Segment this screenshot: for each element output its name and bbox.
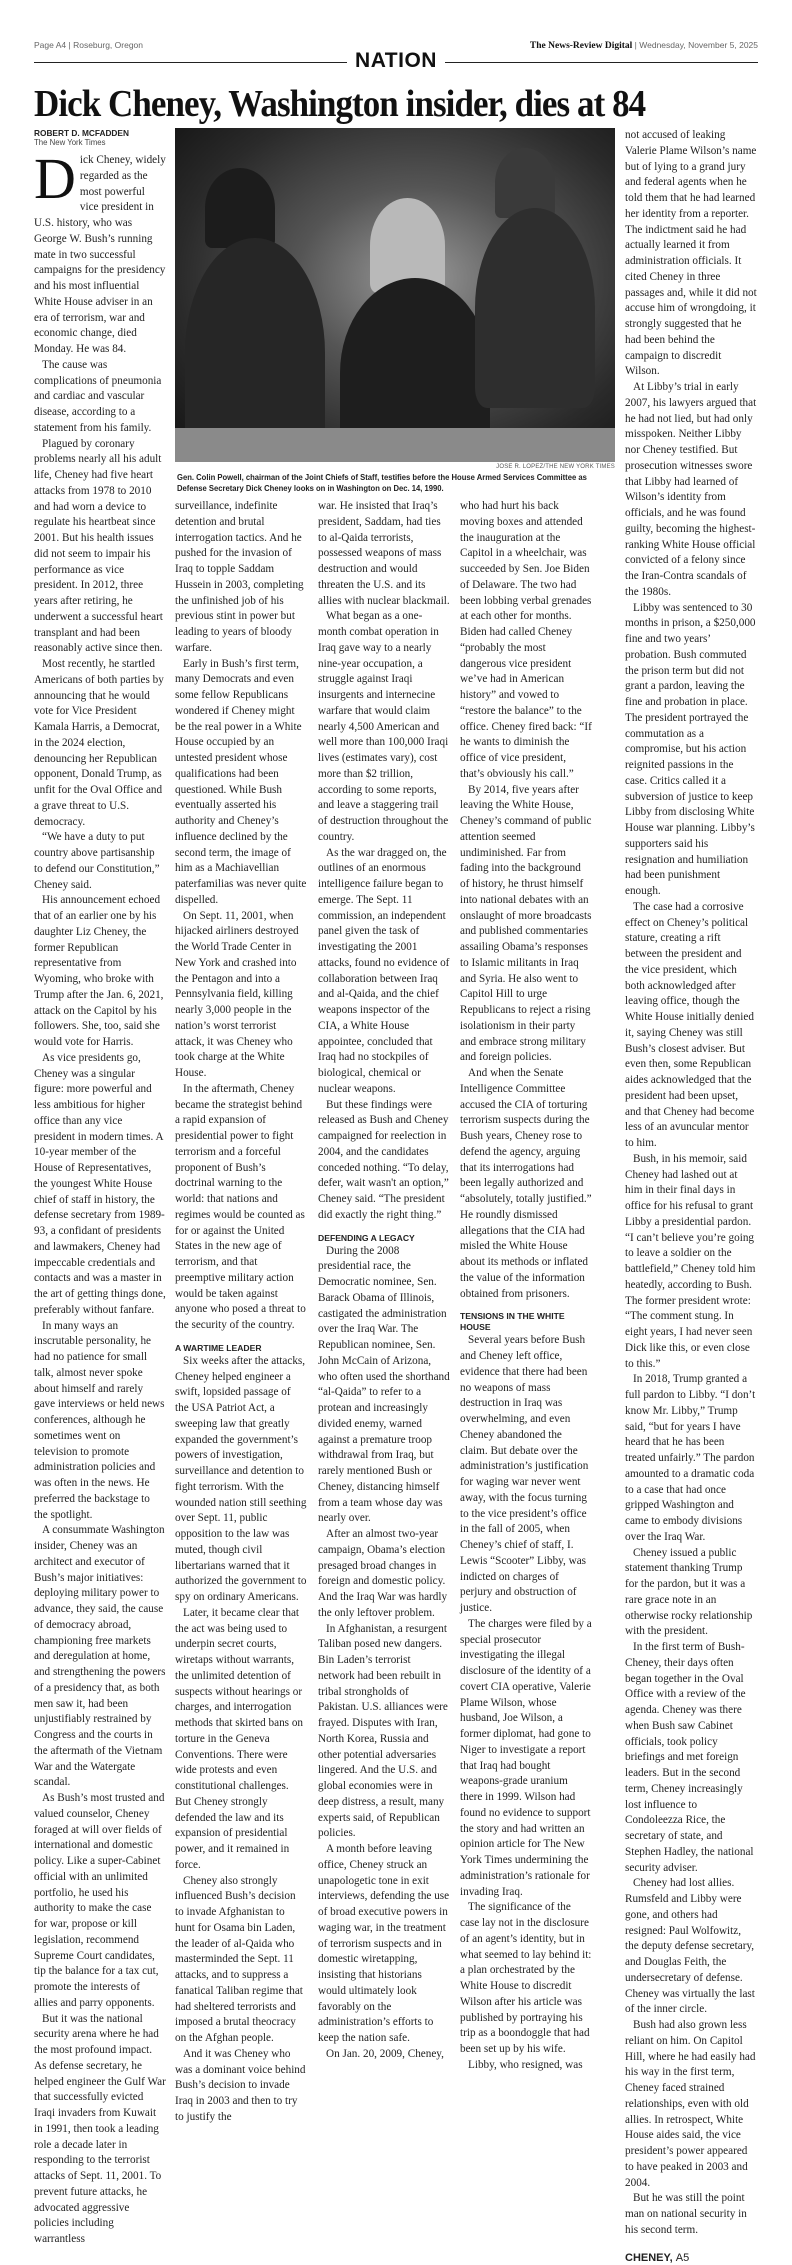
article-paragraph: Several years before Bush and Cheney left office, evidence that there had been no weapons of mass destruction in Iraq was overwhelming, and even Cheney abandoned the claim. But debate over the administration’s justification for waging war never went away, with the focus turning to the vice president’s office in the fall of 2005, when Cheney’s chief of staff, I. Lewis “Scooter” Libby, was indicted on charges of perjury and obstruction of justice. xyxy=(460,1334,589,1614)
article-paragraph: And it was Cheney who was a dominant voice behind Bush’s decision to invade Iraq in 2003 and then to try to justify the xyxy=(175,2047,306,2123)
article-column-1 xyxy=(34,128,166,2248)
article-paragraph: In the aftermath, Cheney became the strategist behind a rapid expansion of presidential power to fight terrorism and a forceful proponent of Bush’s doctrinal warning to the world: that nations and regimes would be counted as for or against the United States in the new age of terrorism, and that preemptive military action would be taken against anyone who posed a threat to the security of the country. xyxy=(175,1082,306,1331)
section-subhead: DEFENDING A LEGACY xyxy=(318,1232,415,1243)
article-paragraph: Later, it became clear that the act was being used to underpin secret courts, wiretaps without warrants, the unlimited detention of suspects without hearings or charges, and interrogation methods that skirted bans on torture in the Geneva Conventions. There were wide protests and even constitutional challenges. But Cheney strongly defended the law and its expansion of presidential power, and it remained in force. xyxy=(175,1606,304,1871)
article-paragraph: What began as a one-month combat operation in Iraq gave way to a nearly nine-year occupation, a struggle against Iraqi insurgents and internecine warfare that would claim nearly 4,500 American and well more than 100,000 Iraqi lives (estimates vary), cost more than $2 trillion, according to some reports, and leave a staggering trail of destruction throughout the country. xyxy=(318,610,449,843)
article-paragraph: The cause was complications of pneumonia and cardiac and vascular disease, according to a statement from his family. xyxy=(34,358,162,434)
article-paragraph: war. He insisted that Iraq’s president, Saddam, had ties to al-Qaida terrorists, possessed weapons of mass destruction and would threaten the U.S. and its allies with nuclear blackmail. xyxy=(318,500,450,607)
article-paragraph: Plagued by coronary problems nearly all his adult life, Cheney had five heart attacks from 1978 to 2010 and had worn a device to regulate his heartbeat since 2001. But his health issues did not seem to impair his performance as vice president. In 2012, three years after retiring, he underwent a successful heart transplant and had been reasonably active since then. xyxy=(34,437,163,655)
article-paragraph: During the 2008 presidential race, the Democratic nominee, Sen. Barack Obama of Illinois, castigated the administration over the Iraq War. The Republican nominee, Sen. John McCain of Arizona, who often used the shorthand “al-Qaida” to refer to a protean and increasingly divided enemy, warned against a premature troop withdrawal from Iraq, but rarely mentioned Bush or Cheney, distancing himself from a team whose day was nearly over. xyxy=(318,1244,450,1525)
article-paragraph: “We have a duty to put country above partisanship to defend our Constitution,” Cheney said. xyxy=(34,831,160,891)
page-info: Page A4 | Roseburg, Oregon xyxy=(34,40,144,50)
article-column-2 xyxy=(175,499,307,2126)
article-paragraph: The significance of the case lay not in the disclosure of an agent’s identity, but in what seemed to lay behind it: a plan orchestrated by the White House to discredit Wilson after his article was published by portraying his trip as a boondoggle that had been set up by his wife. xyxy=(460,1901,592,2055)
article-paragraph: As vice presidents go, Cheney was a singular figure: more powerful and less ambitious for higher office than any vice president in modern times. A 10-year member of the House of Representatives, the youngest White House chief of staff in history, the defense secretary from 1989-93, a confidant of presidents and lawmakers, Cheney had impeccable credentials and contacts and was a master in the art of getting things done, preferably without fanfare. xyxy=(34,1051,166,1316)
article-paragraph: Early in Bush’s first term, many Democrats and even some fellow Republicans wondered if Cheney might be the real power in a White House occupied by an untested president whose qualifications had been questioned. While Bush eventually asserted his authority and Cheney’s influence declined by the second term, the image of him as a Machiavellian paterfamilias was never quite dispelled. xyxy=(175,657,307,906)
article-paragraph: In Afghanistan, a resurgent Taliban posed new dangers. Bin Laden’s terrorist network had been rebuilt in tribal strongholds of Pakistan. U.S. alliances were frayed. Disputes with Iran, North Korea, Russia and other potential adversaries lingered. And the U.S. and global economies were in deep distress, a result, many experts said, of Republican policies. xyxy=(318,1622,448,1840)
article-paragraph: On Jan. 20, 2009, Cheney, xyxy=(326,2047,444,2060)
jump-label: CHENEY, xyxy=(625,2251,673,2264)
section-label: NATION xyxy=(347,49,445,72)
article-paragraph: As the war dragged on, the outlines of an enormous intelligence failure began to emerge. The Sept. 11 commission, an independent panel given the task of investigating the 2001 attacks, found no evidence of collaboration between Iraq and al-Qaida, and the chief weapons inspector of the CIA, a White House appointee, concluded that Iraq had no stockpiles of biological, chemical or nuclear weapons. xyxy=(318,846,450,1095)
article-paragraph: On Sept. 11, 2001, when hijacked airliners destroyed the World Trade Center in New York and crashed into the Pentagon and into a Pennsylvania field, killing nearly 3,000 people in the nation’s worst terrorist attack, it was Cheney who took charge at the White House. xyxy=(175,909,299,1079)
article-paragraph: Bush, in his memoir, said Cheney had lashed out at him in their final days in office for his refusal to grant Libby a presidential pardon. “I can’t believe you’re going to leave a soldier on the battlefield,” Cheney told him heatedly, according to Bush. The former president wrote: “The comment stung. In eight years, I had never seen Dick like this, or even close to this.” xyxy=(625,1152,756,1370)
article-paragraph xyxy=(34,146,166,358)
section-subhead: TENSIONS IN THE WHITE HOUSE xyxy=(460,1311,565,1333)
section-label-wrap xyxy=(0,49,792,73)
article-paragraph: Cheney had lost allies. Rumsfeld and Libby were gone, and others had resigned: Paul Wolfowitz, the deputy defense secretary, and Douglas Feith, the undersecretary of defense. Cheney was virtually the last of the inner circle. xyxy=(625,1877,755,2016)
article-paragraph: not accused of leaking Valerie Plame Wilson’s name but of lying to a grand jury and federal agents when he told them that he had learned her identity from a reporter. The indictment said he had actually learned it from administration officials. It cited Cheney in three passages and, while it did not accuse him of wrongdoing, it strongly suggested that he had been behind the campaign to discredit Wilson. xyxy=(625,129,757,378)
article-paragraph: As Bush’s most trusted and valued counselor, Cheney foraged at will over fields of international and domestic policy. Like a super-Cabinet official with an unlimited portfolio, he used his authority to make the case for war, propose or kill legislation, recommend Supreme Court candidates, tip the balance for a tax cut, promote the interests of allies and parry opponents. xyxy=(34,1792,165,2009)
photo-credit: JOSE R. LOPEZ/THE NEW YORK TIMES xyxy=(496,464,615,470)
lead-text: ick Cheney, widely regarded as the most powerful vice president in U.S. history, who was George W. Bush’s running mate in two successful campaigns for the presidency and his most influential White House adviser in an era of terrorism, war and economic change, died Monday. He was 84. xyxy=(34,154,166,355)
article-paragraph: A month before leaving office, Cheney struck an unapologetic tone in exit interviews, defending the use of broad executive powers in waging war, in the treatment of terrorism suspects and in domestic wiretapping, insisting that historians would ultimately look favorably on the administration’s efforts to keep the nation safe. xyxy=(318,1843,450,2044)
article-paragraph: Libby, who resigned, was xyxy=(468,2058,583,2071)
article-paragraph: In 2018, Trump granted a full pardon to Libby. “I don’t know Mr. Libby,” Trump said, “but for years I have heard that he has been treated unfairly.” The pardon amounted to a dramatic coda to a case that had once gripped Washington and came to embody divisions over the Iraq War. xyxy=(625,1373,756,1543)
article-paragraph: But it was the national security arena where he had the most profound impact. As defense secretary, he helped engineer the Gulf War that successfully evicted Iraqi invaders from Kuwait in 1991, then took a leading role a decade later in responding to the terrorist attacks of Sept. 11, 2001. To prevent future attacks, he advocated aggressive policies including warrantless xyxy=(34,2012,166,2245)
article-paragraph: His announcement echoed that of an earlier one by his daughter Liz Cheney, the former Republican representative from Wyoming, who broke with Trump after the Jan. 6, 2021, attack on the Capitol by his followers. She, too, said she would vote for Harris. xyxy=(34,894,164,1048)
article-paragraph: In many ways an inscrutable personality, he had no patience for small talk, almost never spoke about himself and rarely gave interviews or held news conferences, although he sometimes went on television to promote administration policies and was often in the news. He preferred the backstage to the spotlight. xyxy=(34,1319,165,1521)
byline-author: ROBERT D. MCFADDEN xyxy=(34,128,129,138)
jump-line[interactable] xyxy=(625,2251,757,2265)
article-paragraph: A consummate Washington insider, Cheney was an architect and executor of Bush’s major initiatives: deploying military power to advance, they said, the cause of democracy abroad, championing free markets and deregulation at home, and strengthening the powers of a presidency that, as both men saw it, had been unjustifiably restrained by Congress and the courts in the aftermath of the Vietnam War and the Watergate scandal. xyxy=(34,1524,166,1789)
article-paragraph: And when the Senate Intelligence Committee accused the CIA of torturing terrorism suspects during the Bush years, Cheney rose to defend the agency, arguing that its interrogations had been legally authorized and “absolutely, totally justified.” He roundly dismissed allegations that the CIA had misled the White House about its methods or inflated the value of the information obtained from prisoners. xyxy=(460,1067,592,1300)
article-paragraph: The case had a corrosive effect on Cheney’s political stature, creating a rift between the president and the vice president, which both acknowledged after leaving office, though the White House initially denied it, saying Cheney was still Bush’s closest adviser. But even then, some Republican aides acknowledged that the president had been upset, and that Cheney had become less of an avuncular mentor to him. xyxy=(625,900,755,1149)
article-paragraph: By 2014, five years after leaving the White House, Cheney’s command of public attention seemed undiminished. Far from fading into the background of history, he thrust himself into national debates with an onslaught of more broadcasts and published commentaries assailing Obama’s responses to Islamic militants in Iraq and Syria. He also went to Capitol Hill to urge Republicans to reject a rising isolationism in their party and embrace strong military and foreign policies. xyxy=(460,783,592,1064)
article-paragraph: But he was still the point man on national security in his second term. xyxy=(625,2192,747,2236)
article-paragraph: After an almost two-year campaign, Obama’s election presaged broad changes in foreign and domestic policy. And the Iraq War was hardly the only leftover problem. xyxy=(318,1528,448,1619)
article-column-3 xyxy=(318,499,450,2063)
article-paragraph: Cheney also strongly influenced Bush’s decision to invade Afghanistan to hunt for Osama bin Laden, the leader of al-Qaida who masterminded the Sept. 11 attacks, and to suppress a fanatical Taliban regime that had sheltered terrorists and imposed a brutal theocracy on the Afghan people. xyxy=(175,1874,303,2044)
article-paragraph: surveillance, indefinite detention and brutal interrogation tactics. And he pushed for the invasion of Iraq to topple Saddam Hussein in 2003, completing the unfinished job of his previous stint in power but leading to years of bloody warfare. xyxy=(175,500,304,654)
headline: Dick Cheney, Washington insider, dies at 84 xyxy=(34,83,646,125)
article-paragraph: Six weeks after the attacks, Cheney helped engineer a swift, lopsided passage of the USA Patriot Act, a sweeping law that greatly expanded the government’s powers of investigation, surveillance and detention to fight terrorism. With the wounded nation still seething over Sept. 11, public opposition to the law was muted, though civil libertarians warned that it authorized the government to spy on ordinary Americans. xyxy=(175,1354,307,1603)
drop-cap: D xyxy=(34,146,76,211)
article-column-4 xyxy=(460,499,592,2074)
publication-name: The News-Review Digital xyxy=(529,41,633,51)
article-paragraph: At Libby’s trial in early 2007, his lawyers argued that he had not lied, but had only misspoken. Neither Libby nor Cheney testified. But prosecution witnesses swore that Libby had learned of Wilson’s identity from officials, and he was found guilty, becoming the highest-ranking White House official convicted of a felony since the Iran-Contra scandals of the 1980s. xyxy=(625,381,757,598)
byline-agency: The New York Times xyxy=(34,138,106,147)
article-paragraph: The charges were filed by a special prosecutor investigating the illegal disclosure of the identity of a covert CIA operative, Valerie Plame Wilson, whose husband, Joe Wilson, a former diplomat, had gone to Niger to investigate a report that Iraq had bought weapons-grade uranium there in 1999. Wilson had found no evidence to support the story and had written an opinion article for The New York Times undermining the administration’s rationale for invading Iraq. xyxy=(460,1617,592,1898)
section-subhead: A WARTIME LEADER xyxy=(175,1342,262,1353)
article-paragraph: Libby was sentenced to 30 months in prison, a $250,000 fine and two years’ probation. Bush commuted the prison term but did not grant a pardon, leaving the fine and probation in place. The president portrayed the commutation as a compromise, but his action reignited passions in the case. Critics called it a subversion of justice to keep Libby from disclosing White House war planning. Libby’s supporters said his resignation and humiliation had been punishment enough. xyxy=(625,601,756,897)
article-paragraph: Bush had also grown less reliant on him. On Capitol Hill, where he had easily had his way in the first term, Cheney faced strained relationships, even with old allies. In retrospect, White House aides said, the vice president’s power appeared to have peaked in 2003 and 2004. xyxy=(625,2019,756,2189)
article-photo xyxy=(175,128,615,462)
article-paragraph: Cheney issued a public statement thanking Trump for the pardon, but it was a rare grace note in an otherwise rocky relationship with the president. xyxy=(625,1546,753,1638)
article-paragraph: who had hurt his back moving boxes and attended the inauguration at the Capitol in a wheelchair, was succeeded by Sen. Joe Biden of Delaware. The two had been lobbing verbal grenades at each other for months. Biden had called Cheney “probably the most dangerous vice president we’ve had in American history” and vowed to “restore the balance” to the office. Cheney fired back: “If he wants to diminish the office of vice president, that’s obviously his call.” xyxy=(460,500,592,780)
jump-page: A5 xyxy=(675,2251,690,2264)
article-paragraph: But these findings were released as Bush and Cheney campaigned for reelection in 2004, and the candidates conceded nothing. “To delay, defer, wait wasn't an option,” Cheney said. “The president did exactly the right thing.” xyxy=(318,1098,449,1221)
article-paragraph: Most recently, he startled Americans of both parties by announcing that he would vote for Vice President Kamala Harris, a Democrat, in the 2024 election, denouncing her Republican opponent, Donald Trump, as unfit for the Oval Office and a grave threat to U.S. democracy. xyxy=(34,658,164,828)
article-paragraph: In the first term of Bush-Cheney, their days often began together in the Oval Office with a review of the agenda. Cheney was there when Bush saw Cabinet officials, took policy briefings and met foreign leaders. But in the second term, Cheney increasingly lost influence to Condoleezza Rice, the secretary of state, and Stephen Hadley, the national security adviser. xyxy=(625,1641,754,1874)
issue-date: | Wednesday, November 5, 2025 xyxy=(634,40,758,50)
article-column-5 xyxy=(625,128,757,2265)
photo-caption: Gen. Colin Powell, chairman of the Joint Chiefs of Staff, testifies before the House Armed Services Committee as Defense Secretary Dick Cheney looks on in Washington on Dec. 14, 1990. xyxy=(177,472,587,494)
